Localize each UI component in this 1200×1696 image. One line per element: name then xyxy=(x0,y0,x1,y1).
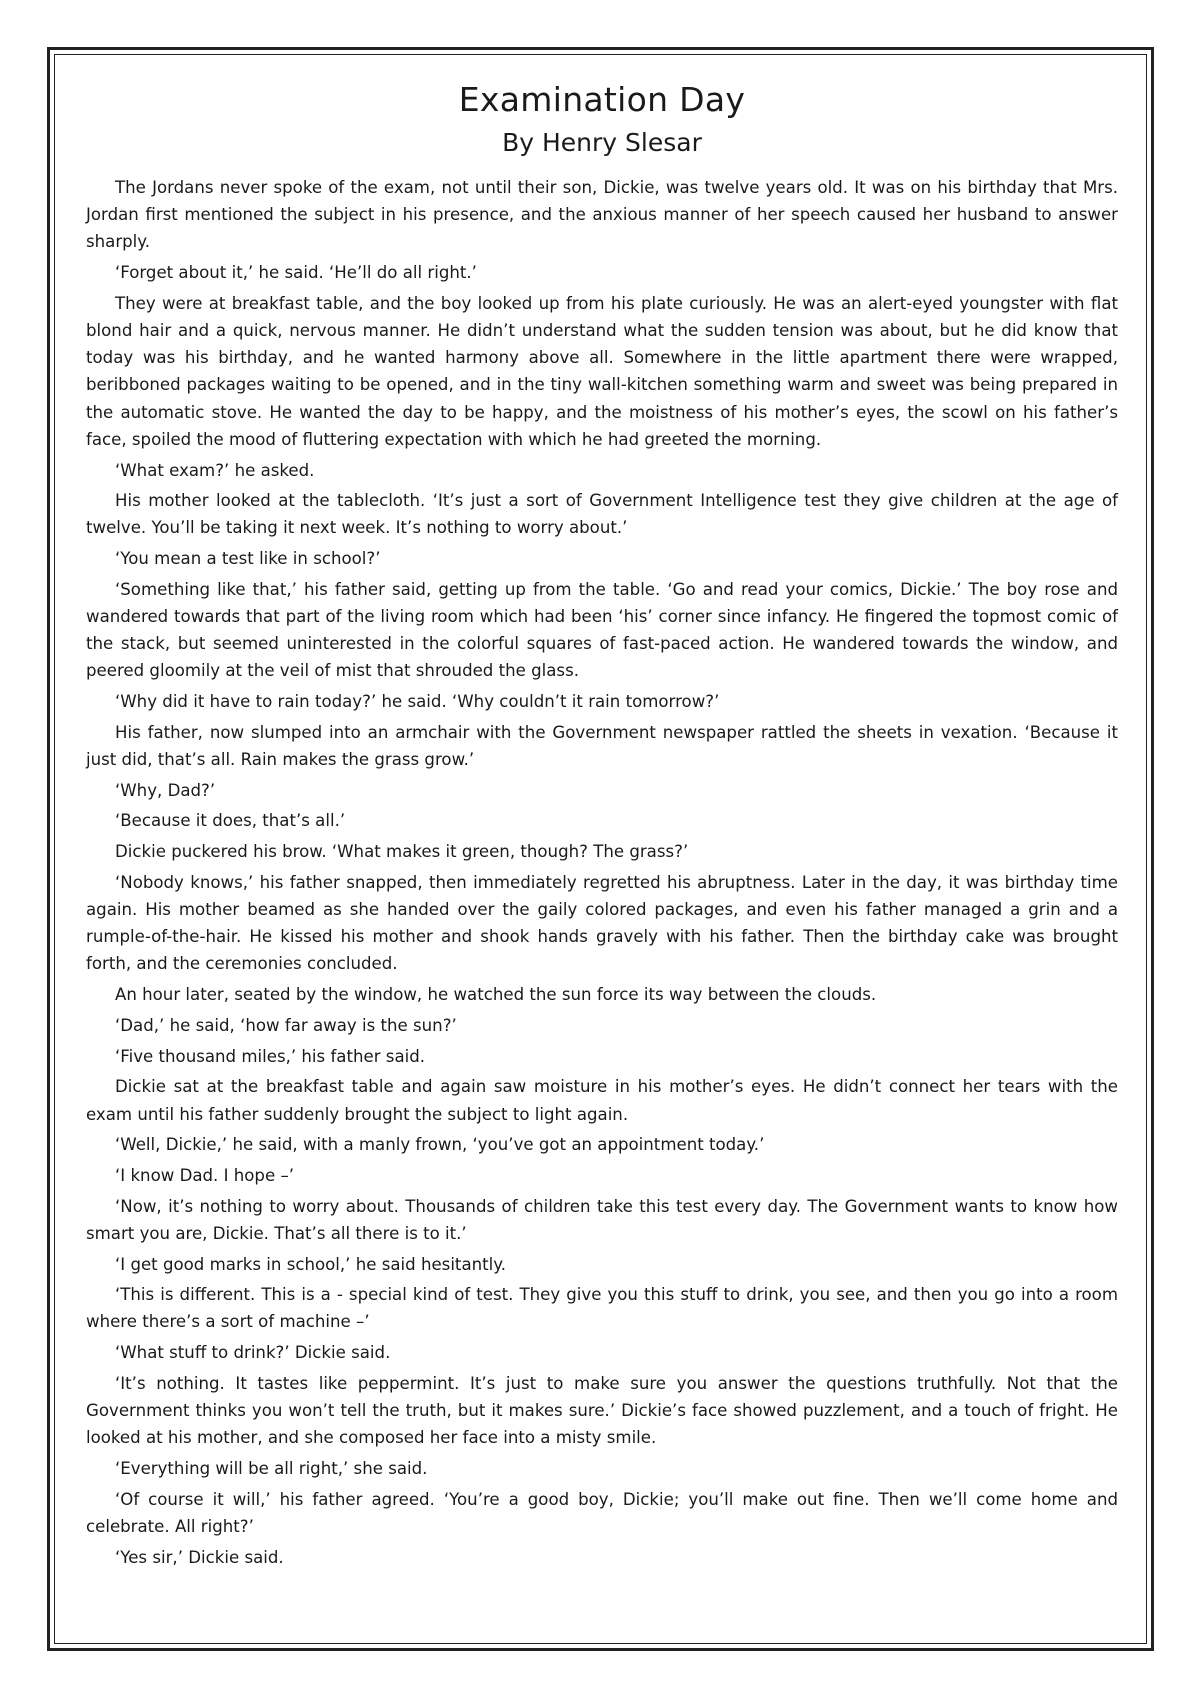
paragraph: ‘Five thousand miles,’ his father said. xyxy=(115,1046,426,1066)
paragraph: ‘Something like that,’ his father said, getting up from the table. ‘Go and read your comics, Dickie.’ The boy rose and wandered towards that part of the living room which had been ‘his’ corner since infancy. He fingered the topmost comic of the stack, but seemed uninterested in the colorful squares of fast-paced action. He wandered towards the window, and peered gloomily at the veil of mist that shrouded the glass. xyxy=(86,579,1118,681)
paragraph: ‘Dad,’ he said, ‘how far away is the sun?’ xyxy=(115,1015,457,1035)
paragraph: ‘What exam?’ he asked. xyxy=(115,460,315,480)
paragraph: ‘You mean a test like in school?’ xyxy=(115,549,381,569)
paragraph: ‘What stuff to drink?’ Dickie said. xyxy=(115,1343,391,1363)
paragraph: The Jordans never spoke of the exam, not until their son, Dickie, was twelve years old. It was on his birthday that Mrs. Jordan first mentioned the subject in his presence, and the anxious manner of her speech caused her husband to answer sharply. xyxy=(86,178,1118,252)
paragraph: His father, now slumped into an armchair with the Government newspaper rattled the sheets in vexation. ‘Because it just did, that’s all. Rain makes the grass grow.’ xyxy=(86,722,1118,770)
paragraph: ‘Why, Dad?’ xyxy=(115,780,216,800)
paragraph: ‘Of course it will,’ his father agreed. ‘You’re a good boy, Dickie; you’ll make out fine. Then we’ll come home and celebrate. All right?’ xyxy=(86,1489,1118,1536)
paragraph: An hour later, seated by the window, he watched the sun force its way between the clouds. xyxy=(115,985,877,1005)
story-text xyxy=(86,174,1118,1571)
document-author: By Henry Slesar xyxy=(502,128,702,157)
paragraph: ‘Because it does, that’s all.’ xyxy=(115,811,346,831)
paragraph: ‘It’s nothing. It tastes like peppermint. It’s just to make sure you answer the questions truthfully. Not that the Government thinks you won’t tell the truth, but it makes sure.’ Dickie’s face showed puzzlement, and a touch of fright. He looked at his mother, and she composed her face into a misty smile. xyxy=(86,1373,1118,1448)
paragraph: ‘Why did it have to rain today?’ he said. ‘Why couldn’t it rain tomorrow?’ xyxy=(115,692,720,712)
paragraph: ‘This is different. This is a - special kind of test. They give you this stuff to drink, you see, and then you go into a room where there’s a sort of machine –’ xyxy=(86,1285,1118,1332)
paragraph: ‘Well, Dickie,’ he said, with a manly frown, ‘you’ve got an appointment today.’ xyxy=(115,1135,765,1155)
paragraph: Dickie sat at the breakfast table and again saw moisture in his mother’s eyes. He didn’t connect her tears with the exam until his father suddenly brought the subject to light again. xyxy=(86,1077,1118,1124)
paragraph: ‘Everything will be all right,’ she said. xyxy=(115,1458,428,1478)
document-body xyxy=(86,78,1118,1574)
paragraph: ‘Now, it’s nothing to worry about. Thousands of children take this test every day. The Government wants to know how smart you are, Dickie. That’s all there is to it.’ xyxy=(86,1196,1118,1243)
paragraph: ‘Nobody knows,’ his father snapped, then immediately regretted his abruptness. Later in the day, it was birthday time again. His mother beamed as she handed over the gaily colored packages, and even his father managed a grin and a rumple-of-the-hair. He kissed his mother and shook hands gravely with his father. Then the birthday cake was brought forth, and the ceremonies concluded. xyxy=(86,872,1118,974)
document-title: Examination Day xyxy=(458,80,746,119)
paragraph: They were at breakfast table, and the boy looked up from his plate curiously. He was an alert-eyed youngster with flat blond hair and a quick, nervous manner. He didn’t understand what the sudden tension was about, but he did know that today was his birthday, and he wanted harmony above all. Somewhere in the little apartment there were wrapped, beribboned packages waiting to be opened, and in the tiny wall-kitchen something warm and sweet was being prepared in the automatic stove. He wanted the day to be happy, and the moistness of his mother’s eyes, the scowl on his father’s face, spoiled the mood of fluttering expectation with which he had greeted the morning. xyxy=(86,293,1118,449)
paragraph: ‘Forget about it,’ he said. ‘He’ll do all right.’ xyxy=(115,263,477,283)
paragraph: ‘I get good marks in school,’ he said hesitantly. xyxy=(115,1254,506,1274)
paragraph: ‘Yes sir,’ Dickie said. xyxy=(115,1547,284,1567)
paragraph: ‘I know Dad. I hope –’ xyxy=(115,1165,295,1185)
paragraph: Dickie puckered his brow. ‘What makes it green, though? The grass?’ xyxy=(115,842,689,862)
paragraph: His mother looked at the tablecloth. ‘It’s just a sort of Government Intelligence test they give children at the age of twelve. You’ll be taking it next week. It’s nothing to worry about.’ xyxy=(86,491,1118,538)
